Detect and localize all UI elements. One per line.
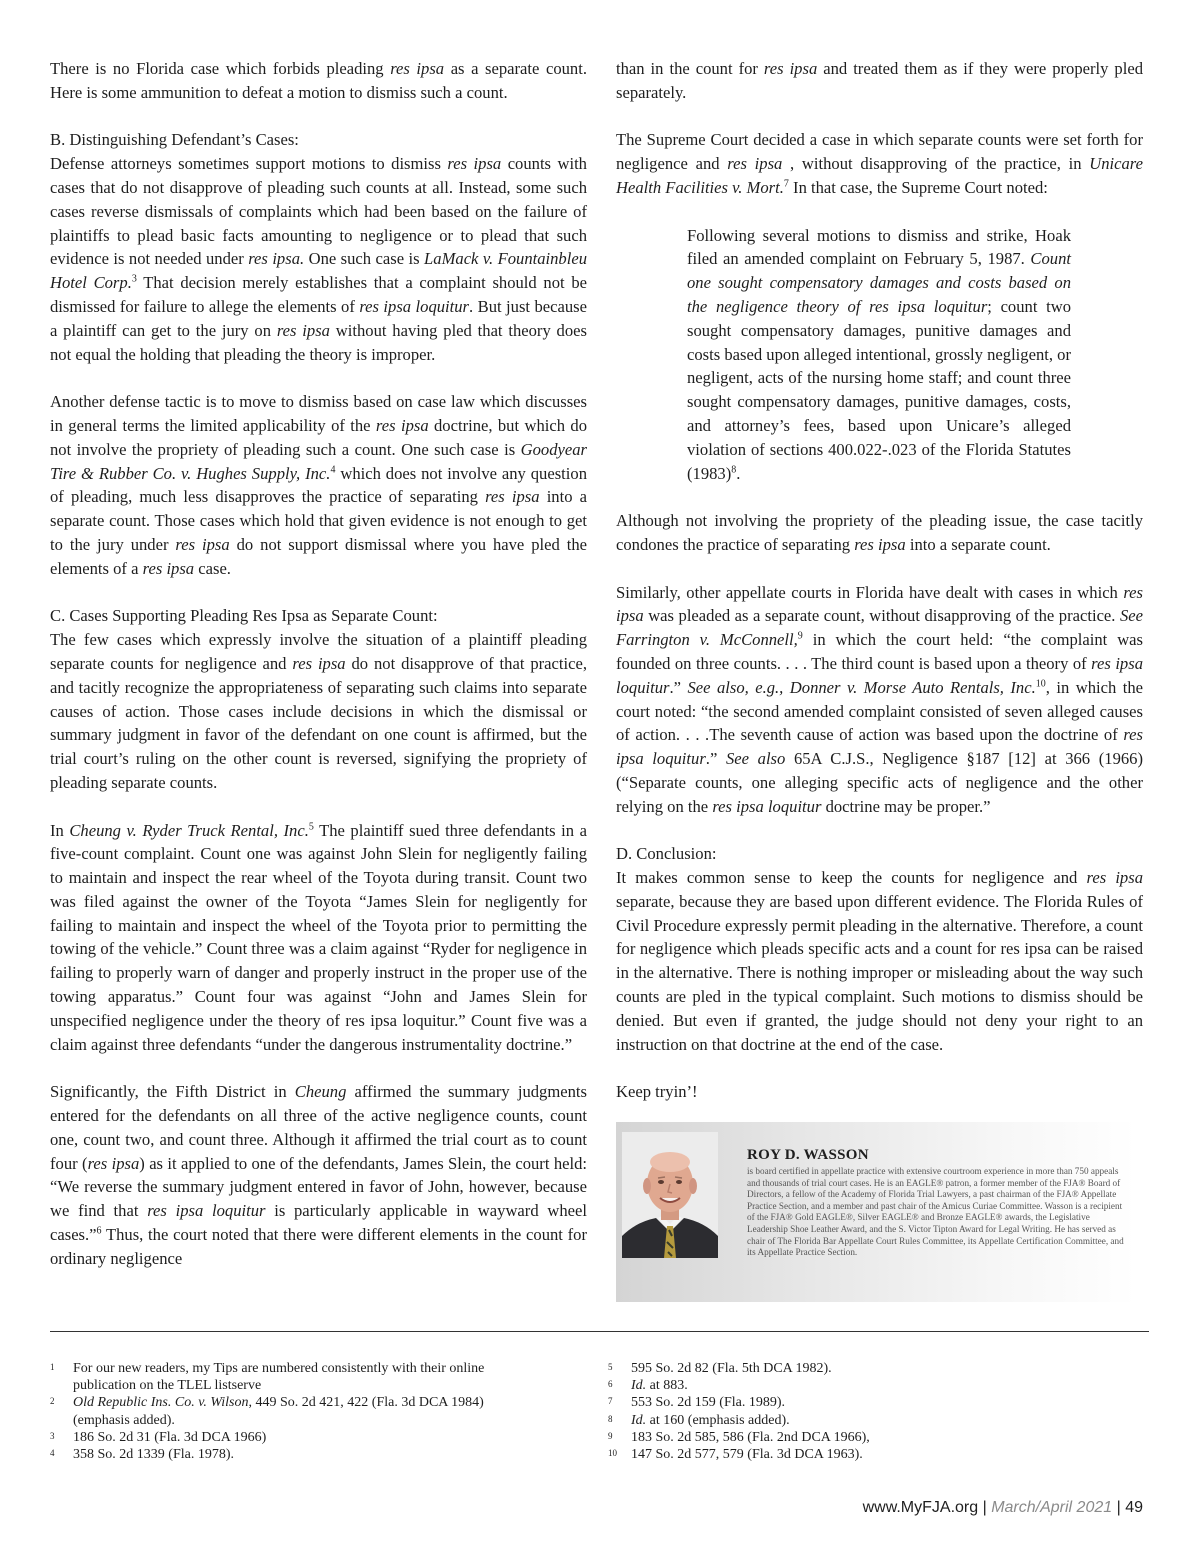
article-left-column <box>50 57 587 1294</box>
paragraph-conclusion: D. Conclusion: It makes common sense to keep the counts for negligence and res ipsa separate, because they are based upon different evidence. The Florida Rules of Civil Procedure expressly permit pleading in the alternative. Therefore, a count for negligence which pleads specific acts and a count for res ipsa can be raised in the alternative. There is nothing improper or misleading about the way such counts are pled in the typical complaint. Such motions to dismiss should be denied. But even if granted, the judge should not deny your right to an instruction on that doctrine at the end of the case. <box>616 844 1143 1054</box>
paragraph-supporting-cases: C. Cases Supporting Pleading Res Ipsa as Separate Count: The few cases which expressly involve the situation of a plaintiff pleading separate counts for negligence and res ipsa do not disapprove of that practice, and tacitly recognize the appropriateness of separating such claims into separate causes of action. Those cases include decisions in which the dismissal or summary judgment in favor of the defendant on one count is affirmed, but the trial court’s ruling on the other count is reversed, signifying the propriety of pleading separate counts. <box>50 606 587 792</box>
block-quote: Following several motions to dismiss and strike, Hoak filed an amended complaint on February 5, 1987. Count one sought compensatory damages and costs based on the negligence theory of res ipsa loquitur; count two sought compensatory damages, punitive damages and costs based upon alleged intentional, grossly negligent, or negligent, acts of the nursing home staff; and count three sought compensatory damages, punitive damages, costs, and attorney’s fees, based upon Unicare’s alleged violation of sections 400.022-.023 of the Florida Statutes $(1983)^8$. <box>687 225 1071 483</box>
author-bio-text: is board certified in appellate practice with extensive courtroom experience in more than 750 appeals and thousands of trial court cases. He is an EAGLE® patron, a former member of the FJA® Board of Directors, a fellow of the Academy of Florida Trial Lawyers, a past chairman of the FJA® Appellate Practice Section, and a member and past chair of the Amicus Curiae Committee. Wasson is a recipient of the FJA® Gold EAGLE®, Silver EAGLE® and Bronze EAGLE® awards, the Legislative Leadership Shoe Leather Award, and the S. Victor Tipton Award for Legal Writing. He has served as chair of The Florida Bar Appellate Court Rules Committee, its Appellate Certification Committee, and its Appellate Practice Section. <box>747 1166 1124 1258</box>
paragraph-cheung: In Cheung v. Ryder Truck Rental, Inc.$^5$ The plaintiff sued three defendants in a five-count complaint. Count one was against John Slein for negligently failing to maintain and inspect the rear wheel of the Toyota during transit. Count two was filed against the owner of the Toyota “James Slein for negligently for failing to maintain and inspect the wheel of the Toyota prior to permitting the towing of the vehicle.” Count three was a claim against “Ryder for negligence in failing to properly warn of danger and properly instruct in the proper use of the towing apparatus.” Count four was against “John and James Slein for unspecified negligence under the theory of res ipsa loquitur.” Count five was a claim against three defendants “under the dangerous instrumentality doctrine.” <box>50 820 587 1054</box>
footnote-item: 2 Old Republic Ins. Co. v. Wilson, 449 So. 2d 421, 422 (Fla. 3d DCA 1984) (emphasis added). <box>50 1395 484 1428</box>
footnote-item: 1 For our new readers, my Tips are numbered consistently with their online publication on the TLEL listserve <box>50 1361 485 1394</box>
paragraph-tacitly-condones: Although not involving the propriety of the pleading issue, the case tacitly condones the practice of separating res ipsa into a separate count. <box>616 511 1143 554</box>
footnote-ref: 6 <box>96 1225 102 1237</box>
footnote-ref: 9 <box>797 630 803 642</box>
section-heading-b: B. Distinguishing Defendant’s Cases: <box>50 130 299 150</box>
paragraph-distinguishing-cases: B. Distinguishing Defendant’s Cases: Defense attorneys sometimes support motions to dismiss res ipsa counts with cases that do not disapprove of pleading such counts at all. Instead, some such cases reverse dismissals of complaints which had been based on the failure of plaintiffs to plead basic facts amounting to negligence or to plead that such evidence is not needed under res ipsa. One such case is LaMack v. Fountainbleu Hotel Corp.$^3$ That decision merely establishes that a complaint should not be dismissed for failure to allege the elements of res ipsa loquitur. But just because a plaintiff can get to the jury on res ipsa without having pled that theory does not equal the holding that pleading the theory is improper. <box>50 130 587 364</box>
author-portrait-image <box>622 1132 718 1258</box>
page-footer: www.MyFJA.org | March/April 2021 | 49 <box>862 1499 1143 1516</box>
paragraph-defense-tactic: Another defense tactic is to move to dismiss based on case law which discusses in general terms the limited applicability of the res ipsa doctrine, but which do not involve the propriety of pleading such a count. One such case is Goodyear Tire & Rubber Co. v. Hughes Supply, Inc.$^4$ which does not involve any question of pleading, much less disapproves the practice of separating res ipsa into a separate count. Those cases which hold that given evidence is not enough to get to the jury under res ipsa do not support dismissal where you have pled the elements of a res ipsa case. <box>50 392 587 578</box>
paragraph-supreme-court: The Supreme Court decided a case in which separate counts were set forth for negligence and res ipsa , without disapproving of the practice, in Unicare Health Facilities v. Mort.$^7$ In that case, the Supreme Court noted: <box>616 130 1144 197</box>
website-url: www.MyFJA.org <box>862 1499 979 1516</box>
footnote-ref: 8 <box>731 464 737 476</box>
footnote-item: 4 358 So. 2d 1339 (Fla. 1978). <box>50 1447 234 1463</box>
footnote-ref: 3 <box>131 273 137 285</box>
paragraph-fifth-district: Significantly, the Fifth District in Cheung affirmed the summary judgments entered for the defendants on all three of the active negligence counts, count one, count two, and count three. Although it affirmed the trial court as to count four (res ipsa) as it applied to one of the defendants, James Slein, the court held: “We reverse the summary judgment entered in favor of John, however, because we find that res ipsa loquitur is particularly applicable in wayward wheel cases.”$^6$ Thus, the court noted that there were different elements in the count for ordinary negligence <box>50 1082 587 1268</box>
footnote-item: 9 183 So. 2d 585, 586 (Fla. 2nd DCA 1966), <box>608 1429 870 1445</box>
footnote-ref: 10 <box>1035 678 1046 690</box>
footnote-item: 3 186 So. 2d 31 (Fla. 3d DCA 1966) <box>50 1429 267 1445</box>
section-heading-d: D. Conclusion: <box>616 844 717 864</box>
footnote-item: 8 Id. at 160 (emphasis added). <box>608 1412 790 1428</box>
paragraph-signoff: Keep tryin’! <box>616 1082 698 1102</box>
footnotes-right <box>608 1360 1088 1463</box>
paragraph-continued: than in the count for res ipsa and treated them as if they were properly pled separately. <box>616 59 1143 102</box>
article-right-column <box>616 57 1143 1128</box>
author-name: ROY D. WASSON <box>747 1147 869 1163</box>
footnote-item: 6 Id. at 883. <box>608 1378 688 1394</box>
paragraph-appellate-courts: Similarly, other appellate courts in Florida have dealt with cases in which res ipsa was pleaded as a separate count, without disapproving of the practice. See Farrington v. McConnell,$^9$ in which the court held: “the complaint was founded on three counts. . . . The third count is based upon a theory of res ipsa loquitur.” See also, e.g., Donner v. Morse Auto Rentals, Inc.$^{10}$, in which the court noted: “the second amended complaint consisted of seven alleged causes of action. . . .The seventh cause of action was based upon the doctrine of res ipsa loquitur.” See also 65A C.J.S., Negligence §187 [12] at 366 (1966)(“Separate counts, one alleging specific acts of negligence and the other relying on the res ipsa loquitur doctrine may be proper.” <box>616 582 1144 816</box>
section-heading-c: C. Cases Supporting Pleading Res Ipsa as Separate Count: <box>50 606 438 626</box>
footnote-ref: 4 <box>330 464 336 476</box>
footnote-divider <box>50 1331 1149 1332</box>
footnote-item: 5 595 So. 2d 82 (Fla. 5th DCA 1982). <box>608 1361 832 1376</box>
author-photo <box>622 1132 718 1258</box>
footnote-ref: 5 <box>308 820 314 832</box>
paragraph-intro: There is no Florida case which forbids pleading res ipsa as a separate count. Here is some ammunition to defeat a motion to dismiss such a count. <box>50 59 587 102</box>
footnote-item: 7 553 So. 2d 159 (Fla. 1989). <box>608 1395 785 1411</box>
issue-date: March/April 2021 <box>991 1499 1113 1516</box>
page-number: 49 <box>1125 1499 1143 1516</box>
footnote-item: 10 147 So. 2d 577, 579 (Fla. 3d DCA 1963). <box>608 1447 863 1463</box>
author-bio-box <box>616 1122 1136 1302</box>
footnotes-left <box>50 1360 530 1463</box>
footnote-ref: 7 <box>783 178 789 190</box>
